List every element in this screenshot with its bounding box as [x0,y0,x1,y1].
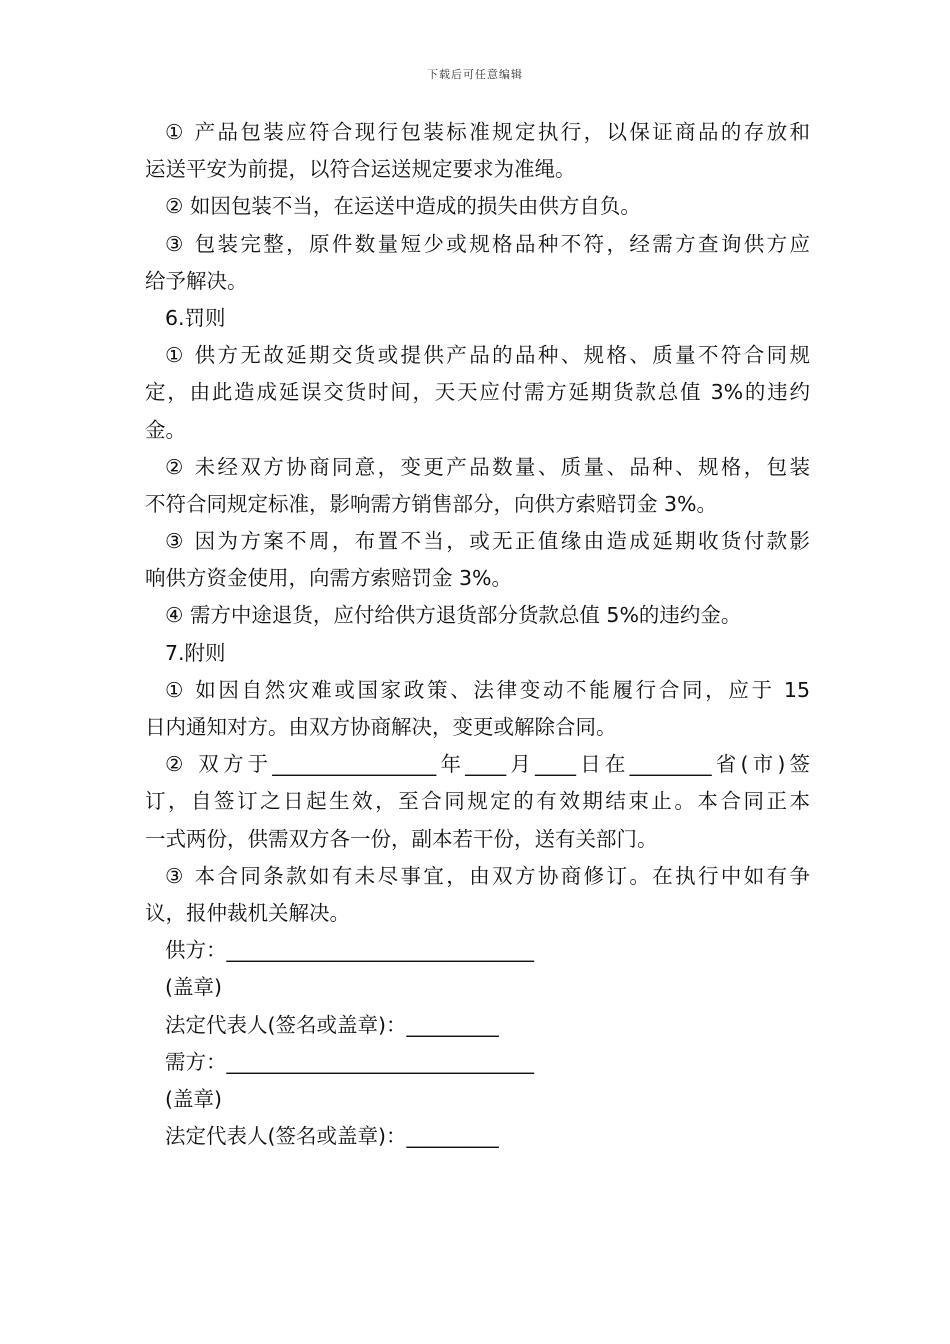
document-line: ① 供方无故延期交货或提供产品的品种、规格、质量不符合同规 [165,343,810,368]
document-line: 7.附则 [165,640,226,665]
document-line: ② 双方于________________年____月____日在________省(市)签 [165,752,810,777]
document-body [145,114,810,1155]
document-line: 需方：______________________________ [165,1049,534,1074]
document-line: (盖章) [165,1086,222,1111]
document-line: 一式两份，供需双方各一份，副本若干份，送有关部门。 [145,826,658,851]
document-line: 法定代表人(签名或盖章)：_________ [165,1124,499,1149]
document-line: 订，自签订之日起生效，至合同规定的有效期结束止。本合同正本 [145,789,810,814]
document-line: ② 如因包装不当，在运送中造成的损失由供方自负。 [165,194,641,219]
document-line: 运送平安为前提，以符合运送规定要求为准绳。 [145,157,576,182]
document-line: 金。 [145,417,186,442]
document-line: 供方：______________________________ [165,938,534,963]
document-line: ① 产品包装应符合现行包装标准规定执行，以保证商品的存放和 [165,120,810,144]
document-line: 法定代表人(签名或盖章)：_________ [165,1012,499,1037]
document-line: ③ 包装完整，原件数量短少或规格品种不符，经需方查询供方应 [165,231,810,256]
document-line: ② 未经双方协商同意，变更产品数量、质量、品种、规格，包装 [165,454,810,479]
document-line: 定，由此造成延误交货时间，天天应付需方延期货款总值 3%的违约 [145,380,810,405]
document-line: 日内通知对方。由双方协商解决，变更或解除合同。 [145,715,617,739]
document-line: 不符合同规定标准，影响需方销售部分，向供方索赔罚金 3%。 [145,491,718,516]
document-line: (盖章) [165,975,222,1000]
document-line: 6.罚则 [165,305,226,330]
document-line: ③ 本合同条款如有未尽事宜，由双方协商修订。在执行中如有争 [165,863,810,888]
document-line: ④ 需方中途退货，应付给供方退货部分货款总值 5%的违约金。 [165,603,742,628]
document-line: 响供方资金使用，向需方索赔罚金 3%。 [145,566,513,591]
document-line: 给予解决。 [145,268,248,293]
document-line: ① 如因自然灾难或国家政策、法律变动不能履行合同，应于 15 [165,677,810,702]
document-line: ③ 因为方案不周，布置不当，或无正值缘由造成延期收货付款影 [165,529,810,554]
page-header-note: 下载后可任意编辑 [427,68,523,81]
document-line: 议，报仲裁机关解决。 [145,900,350,925]
